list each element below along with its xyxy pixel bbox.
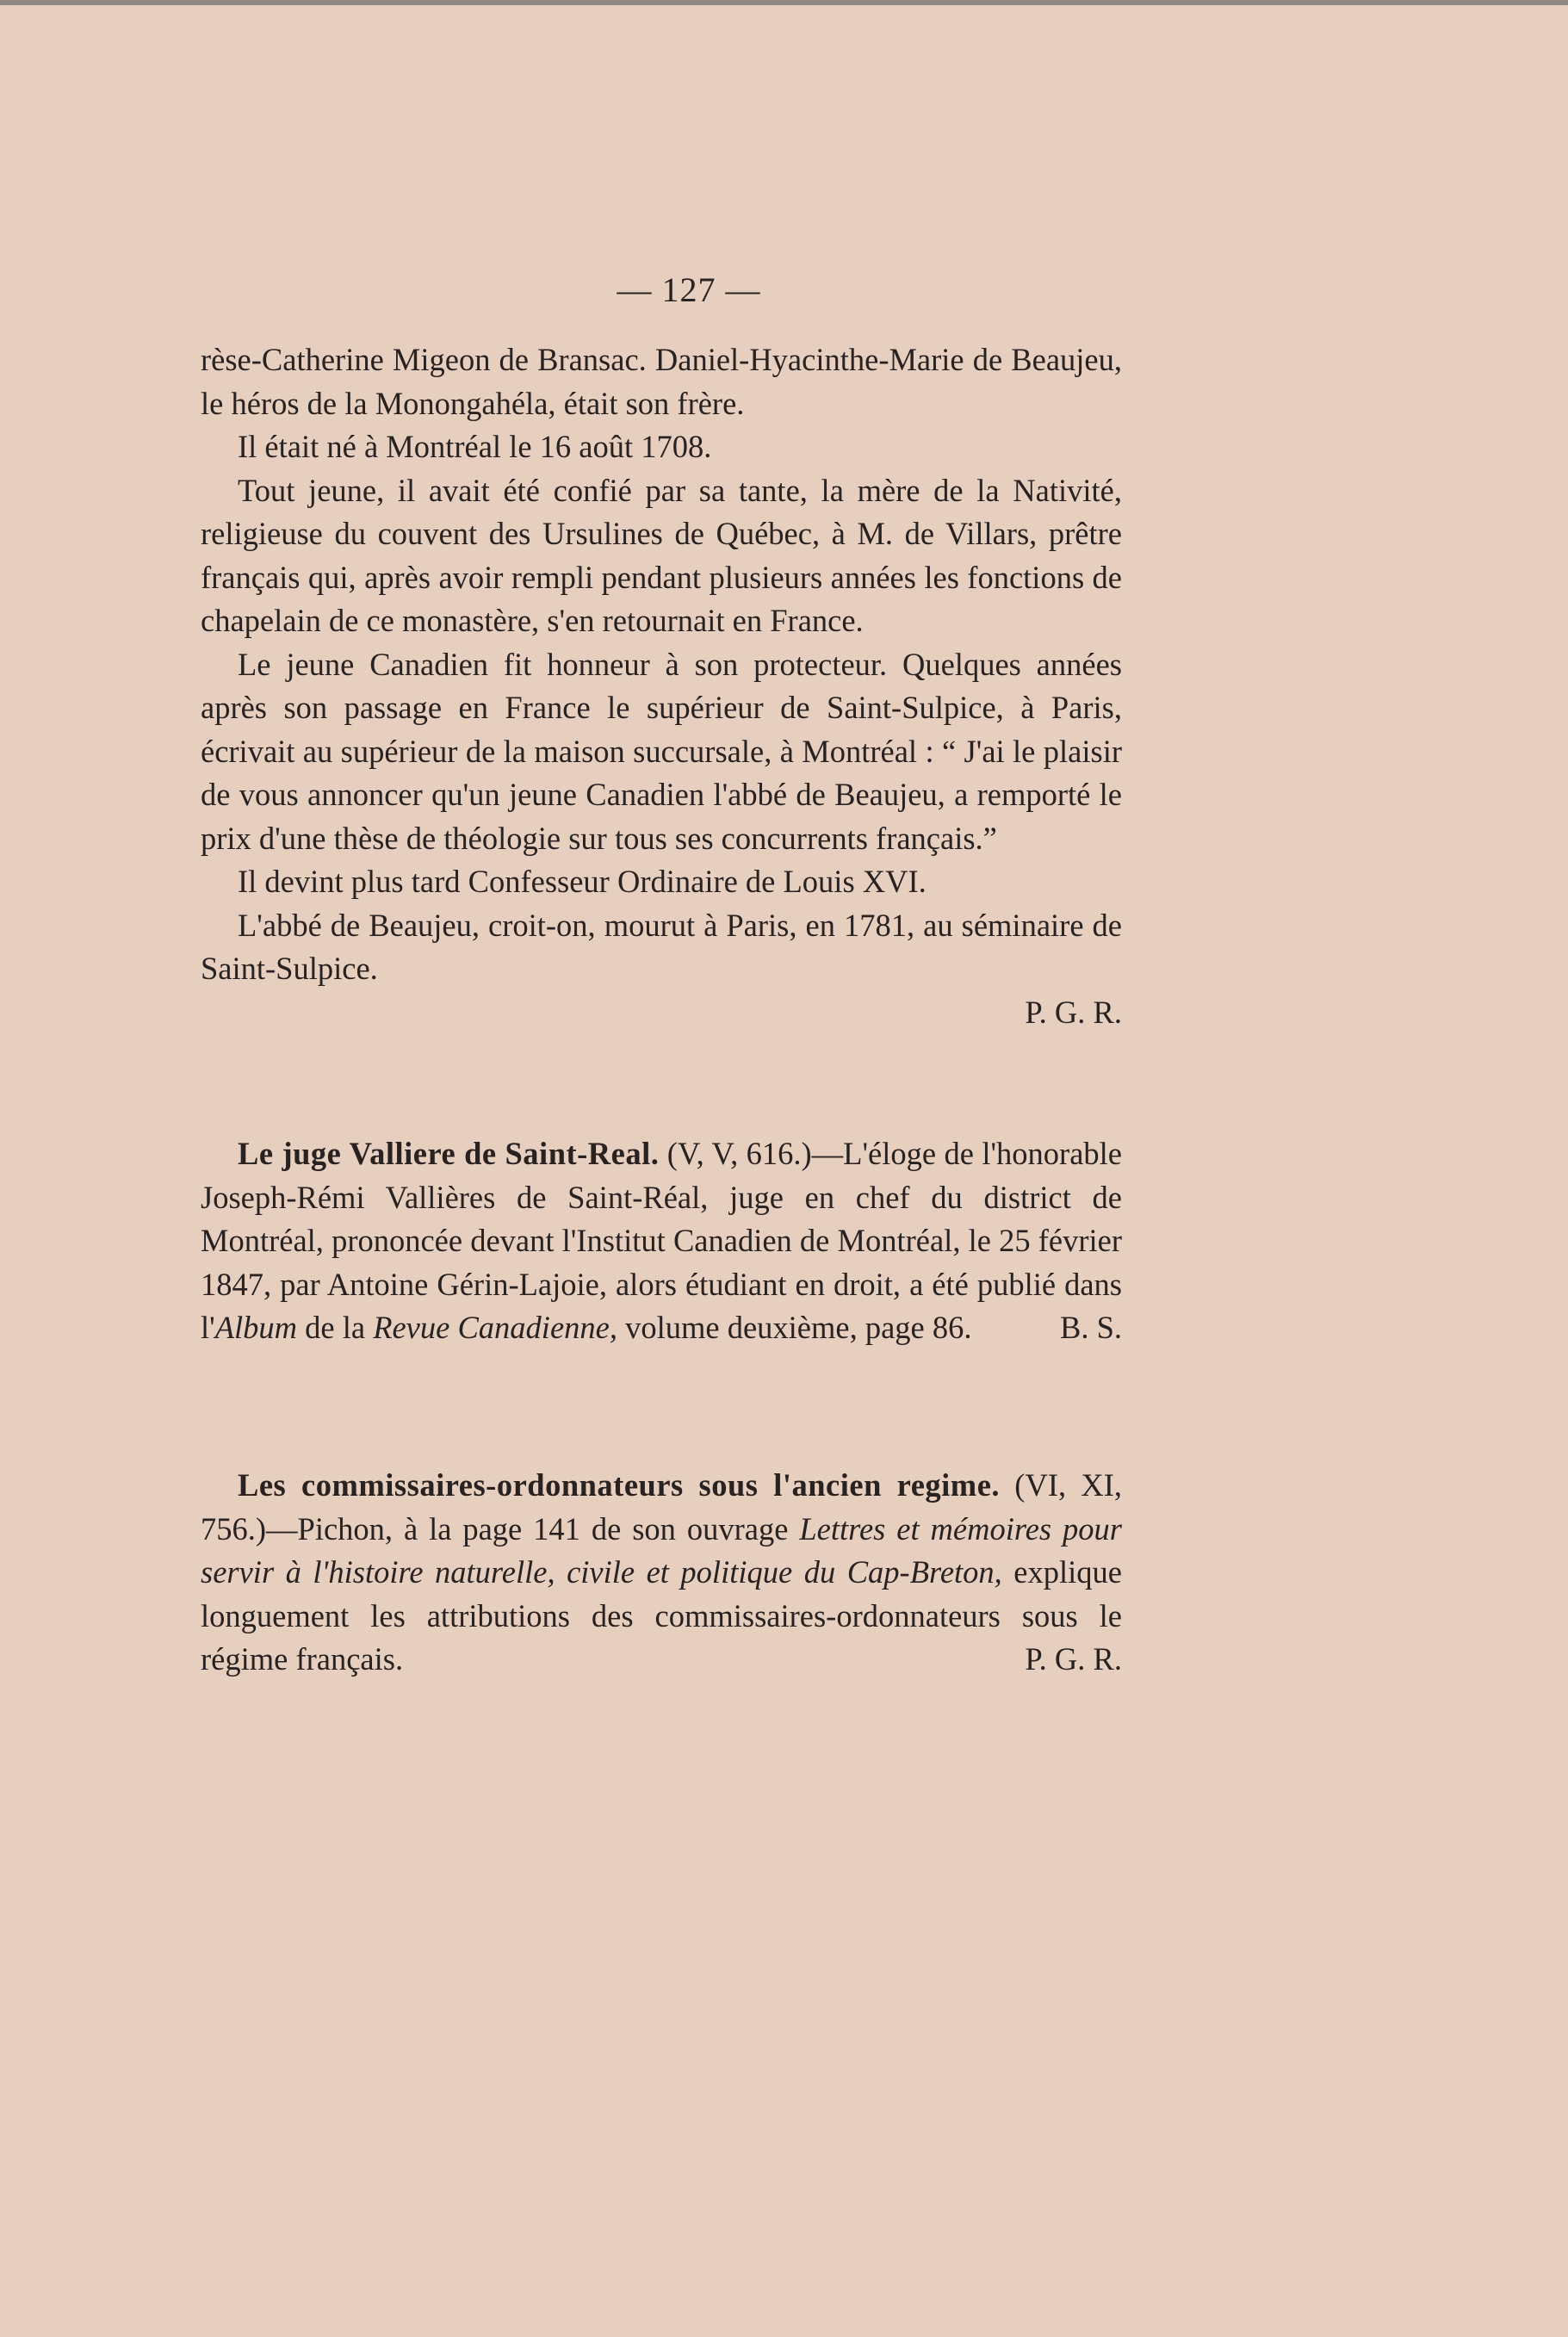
entry-body: L'éloge de l'honorable Joseph-Rémi Vallières de Saint-Réal, juge en chef du district de Montréal, prononcée devant l'Institut Canadien de Montréal, le 25 février 1847, par Antoine Gérin-Lajoie, alors étudiant en droit, a été publié dans l'	[201, 1136, 1122, 1345]
entry-title: Les commissaires-ordonnateurs sous l'ancien regime.	[238, 1467, 1001, 1503]
section-commissaires-entry	[201, 1464, 1122, 1682]
entry-paragraph	[201, 1464, 1122, 1682]
italic-title: Revue Canadienne,	[373, 1310, 617, 1345]
section-valliere-entry	[201, 1132, 1122, 1350]
paragraph: Il était né à Montréal le 16 août 1708.	[238, 429, 712, 464]
paragraph: Il devint plus tard Confesseur Ordinaire de Louis XVI.	[238, 864, 927, 899]
paragraph: L'abbé de Beaujeu, croit-on, mourut à Paris, en 1781, au séminaire de Saint-Sulpice.	[201, 907, 1122, 986]
author-signature: B. S.	[1059, 1310, 1122, 1345]
entry-reference: (VI, XI, 756.)—Pichon, à la page 141 de son ouvrage	[201, 1467, 1123, 1547]
entry-body-end: volume deuxième, page 86.	[617, 1310, 972, 1345]
entry-reference: (V, V, 616.)—	[659, 1136, 844, 1171]
page-number: — 127 —	[617, 270, 761, 309]
author-signature: P. G. R.	[1025, 994, 1122, 1030]
entry-title: Le juge Valliere de Saint-Real.	[238, 1136, 660, 1171]
scan-top-edge	[0, 0, 1568, 5]
entry-paragraph	[201, 1132, 1122, 1350]
italic-title: Album	[214, 1310, 298, 1345]
paragraph: rèse-Catherine Migeon de Bransac. Daniel-Hyacinthe-Marie de Beaujeu, le héros de la Monongahéla, était son frère.	[201, 342, 1122, 421]
section-continued-article	[201, 338, 1122, 1034]
italic-title: Lettres et mémoires pour servir à l'histoire naturelle, civile et politique du Cap-Breton,	[201, 1510, 1122, 1590]
entry-body-end: explique longuement les attributions des commissaires-ordonnateurs sous le régime français.	[201, 1554, 1122, 1677]
entry-body-mid: de la	[297, 1310, 374, 1345]
paragraph: Tout jeune, il avait été confié par sa tante, la mère de la Nativité, religieuse du couvent des Ursulines de Québec, à M. de Villars, prêtre français qui, après avoir rempli pendant plusieurs années les fonctions de chapelain de ce monastère, s'en retournait en France.	[201, 472, 1122, 638]
author-signature: P. G. R.	[1025, 1641, 1122, 1677]
paragraph: Le jeune Canadien fit honneur à son protecteur. Quelques années après son passage en France le supérieur de Saint-Sulpice, à Paris, écrivait au supérieur de la maison succursale, à Montréal : “ J'ai le plaisir de vous annoncer qu'un jeune Canadien l'abbé de Beaujeu, a remporté le prix d'une thèse de théologie sur tous ses concurrents français.”	[201, 646, 1122, 856]
